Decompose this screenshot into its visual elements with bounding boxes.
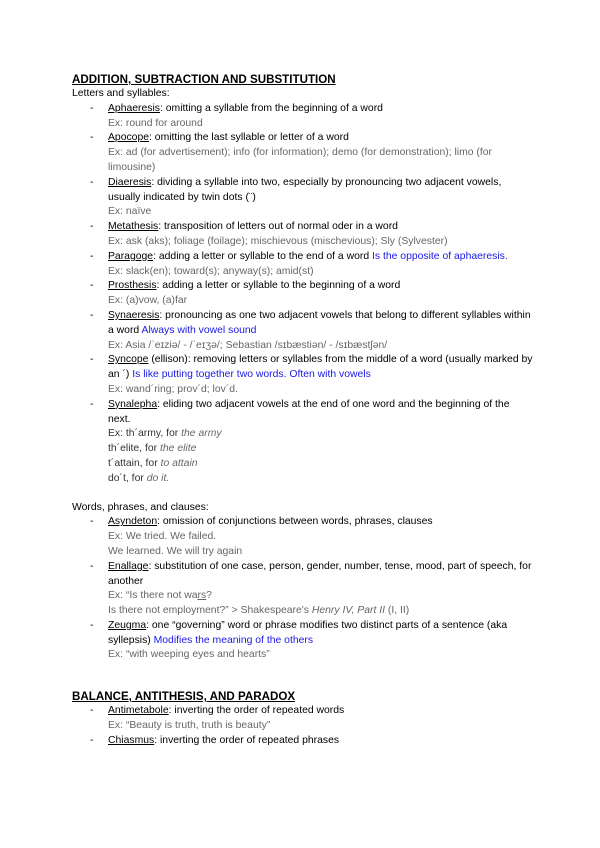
term-name: Paragoge [108,250,154,262]
list-item [72,560,534,619]
subsection-label: Words, phrases, and clauses: [72,501,209,513]
list-item [72,220,534,250]
letters-term-list [72,102,534,487]
annotation-note: Modifies the meaning of the others [153,634,314,646]
term-example: Ex: round for around [108,117,203,129]
term-example: do´t, for do it. [108,472,170,484]
list-item [72,734,534,749]
list-item [72,279,534,309]
term-example: Ex: th´army, for the army [108,428,222,440]
term-name: Synaeresis [108,309,160,321]
subsection-label: Letters and syllables: [72,88,170,99]
term-definition: (ellison): removing letters or syllables from the middle of a word (usually marked by an ´) [108,354,533,381]
list-item [72,353,534,397]
term-example: Ex: slack(en); toward(s); anyway(s); amid(st) [108,265,314,277]
term-name: Asyndeton [108,516,158,528]
list-item [72,398,534,487]
term-definition: : pronouncing as one two adjacent vowels that belong to different syllables within a word [108,309,531,336]
term-name: Enallage [108,560,149,572]
term-example: Ex: (a)vow, (a)far [108,295,188,307]
annotation-note: Is like putting together two words. Often with vowels [132,369,371,381]
list-item [72,309,534,353]
list-item [72,176,534,220]
list-item [72,131,534,175]
term-definition: : omission of conjunctions between words, phrases, clauses [157,516,433,528]
term-example: Ex: We tried. We failed. [108,531,217,543]
section-heading: BALANCE, ANTITHESIS, AND PARADOX [72,690,296,704]
term-definition: : eliding two adjacent vowels at the end of one word and the beginning of the next. [108,398,510,425]
section-heading: ADDITION, SUBTRACTION AND SUBSTITUTION [72,73,336,86]
term-name: Metathesis [108,221,159,233]
balance-term-list [72,704,534,748]
term-name: Synalepha [108,398,158,410]
term-example: Ex: naïve [108,206,152,218]
term-definition: : omitting the last syllable or letter of a word [149,132,349,144]
term-name: Aphaeresis [108,102,160,114]
term-name: Syncope [108,354,149,366]
document-page [72,72,534,749]
term-example: Is there not employment?” > Shakespeare's Henry IV, Part II (I, II) [108,605,410,617]
words-term-list [72,515,534,663]
term-definition: : adding a letter or syllable to the beginning of a word [156,280,401,292]
term-name: Zeugma [108,619,147,631]
list-item [72,704,534,734]
list-item [72,515,534,559]
term-definition: : inverting the order of repeated phrases [154,734,340,746]
term-definition: : dividing a syllable into two, especially by pronouncing two adjacent vowels, usually indicated by twin dots (¨) [108,176,502,203]
spacer [72,663,534,689]
term-example: Ex: ad (for advertisement); info (for information); demo (for demonstration); limo (for limousine) [108,147,493,173]
term-definition: : omitting a syllable from the beginning of a word [159,102,383,114]
list-item [72,102,534,132]
term-example: t´attain, for to attain [108,457,198,469]
term-definition: : substitution of one case, person, gender, number, tense, mood, part of speech, for another [108,560,532,587]
annotation-note: Is the opposite of aphaeresis. [372,250,508,262]
term-example: We learned. We will try again [108,545,243,557]
term-definition: : inverting the order of repeated words [168,705,345,717]
term-definition: : one “governing” word or phrase modifies two distinct parts of a sentence (aka syllepsis) [108,619,508,646]
term-name: Diaeresis [108,176,152,188]
list-item [72,619,534,663]
term-name: Prosthesis [108,280,157,292]
list-item [72,250,534,280]
annotation-note: Always with vowel sound [141,324,257,336]
term-example: Ex: “Is there not wars? [108,590,212,602]
term-example: Ex: Asia /ˈeɪziə/ - /ˈeɪʒə/; Sebastian /sɪbæstiən/ - /sɪbæstʃən/ [108,339,388,351]
term-definition: : adding a letter or syllable to the end of a word [153,250,372,262]
term-definition: : transposition of letters out of normal oder in a word [158,221,398,233]
term-example: Ex: wand´ring; prov´d; lov´d. [108,383,238,395]
term-name: Apocope [108,132,150,144]
spacer [72,487,534,501]
term-name: Chiasmus [108,734,155,746]
term-example: th´elite, for the elite [108,443,197,455]
term-example: Ex: “Beauty is truth, truth is beauty” [108,720,271,732]
term-name: Antimetabole [108,705,169,717]
term-example: Ex: ask (aks); foliage (foilage); mischievous (mischevious); Sly (Sylvester) [108,235,448,247]
term-example: Ex: “with weeping eyes and hearts” [108,649,270,661]
